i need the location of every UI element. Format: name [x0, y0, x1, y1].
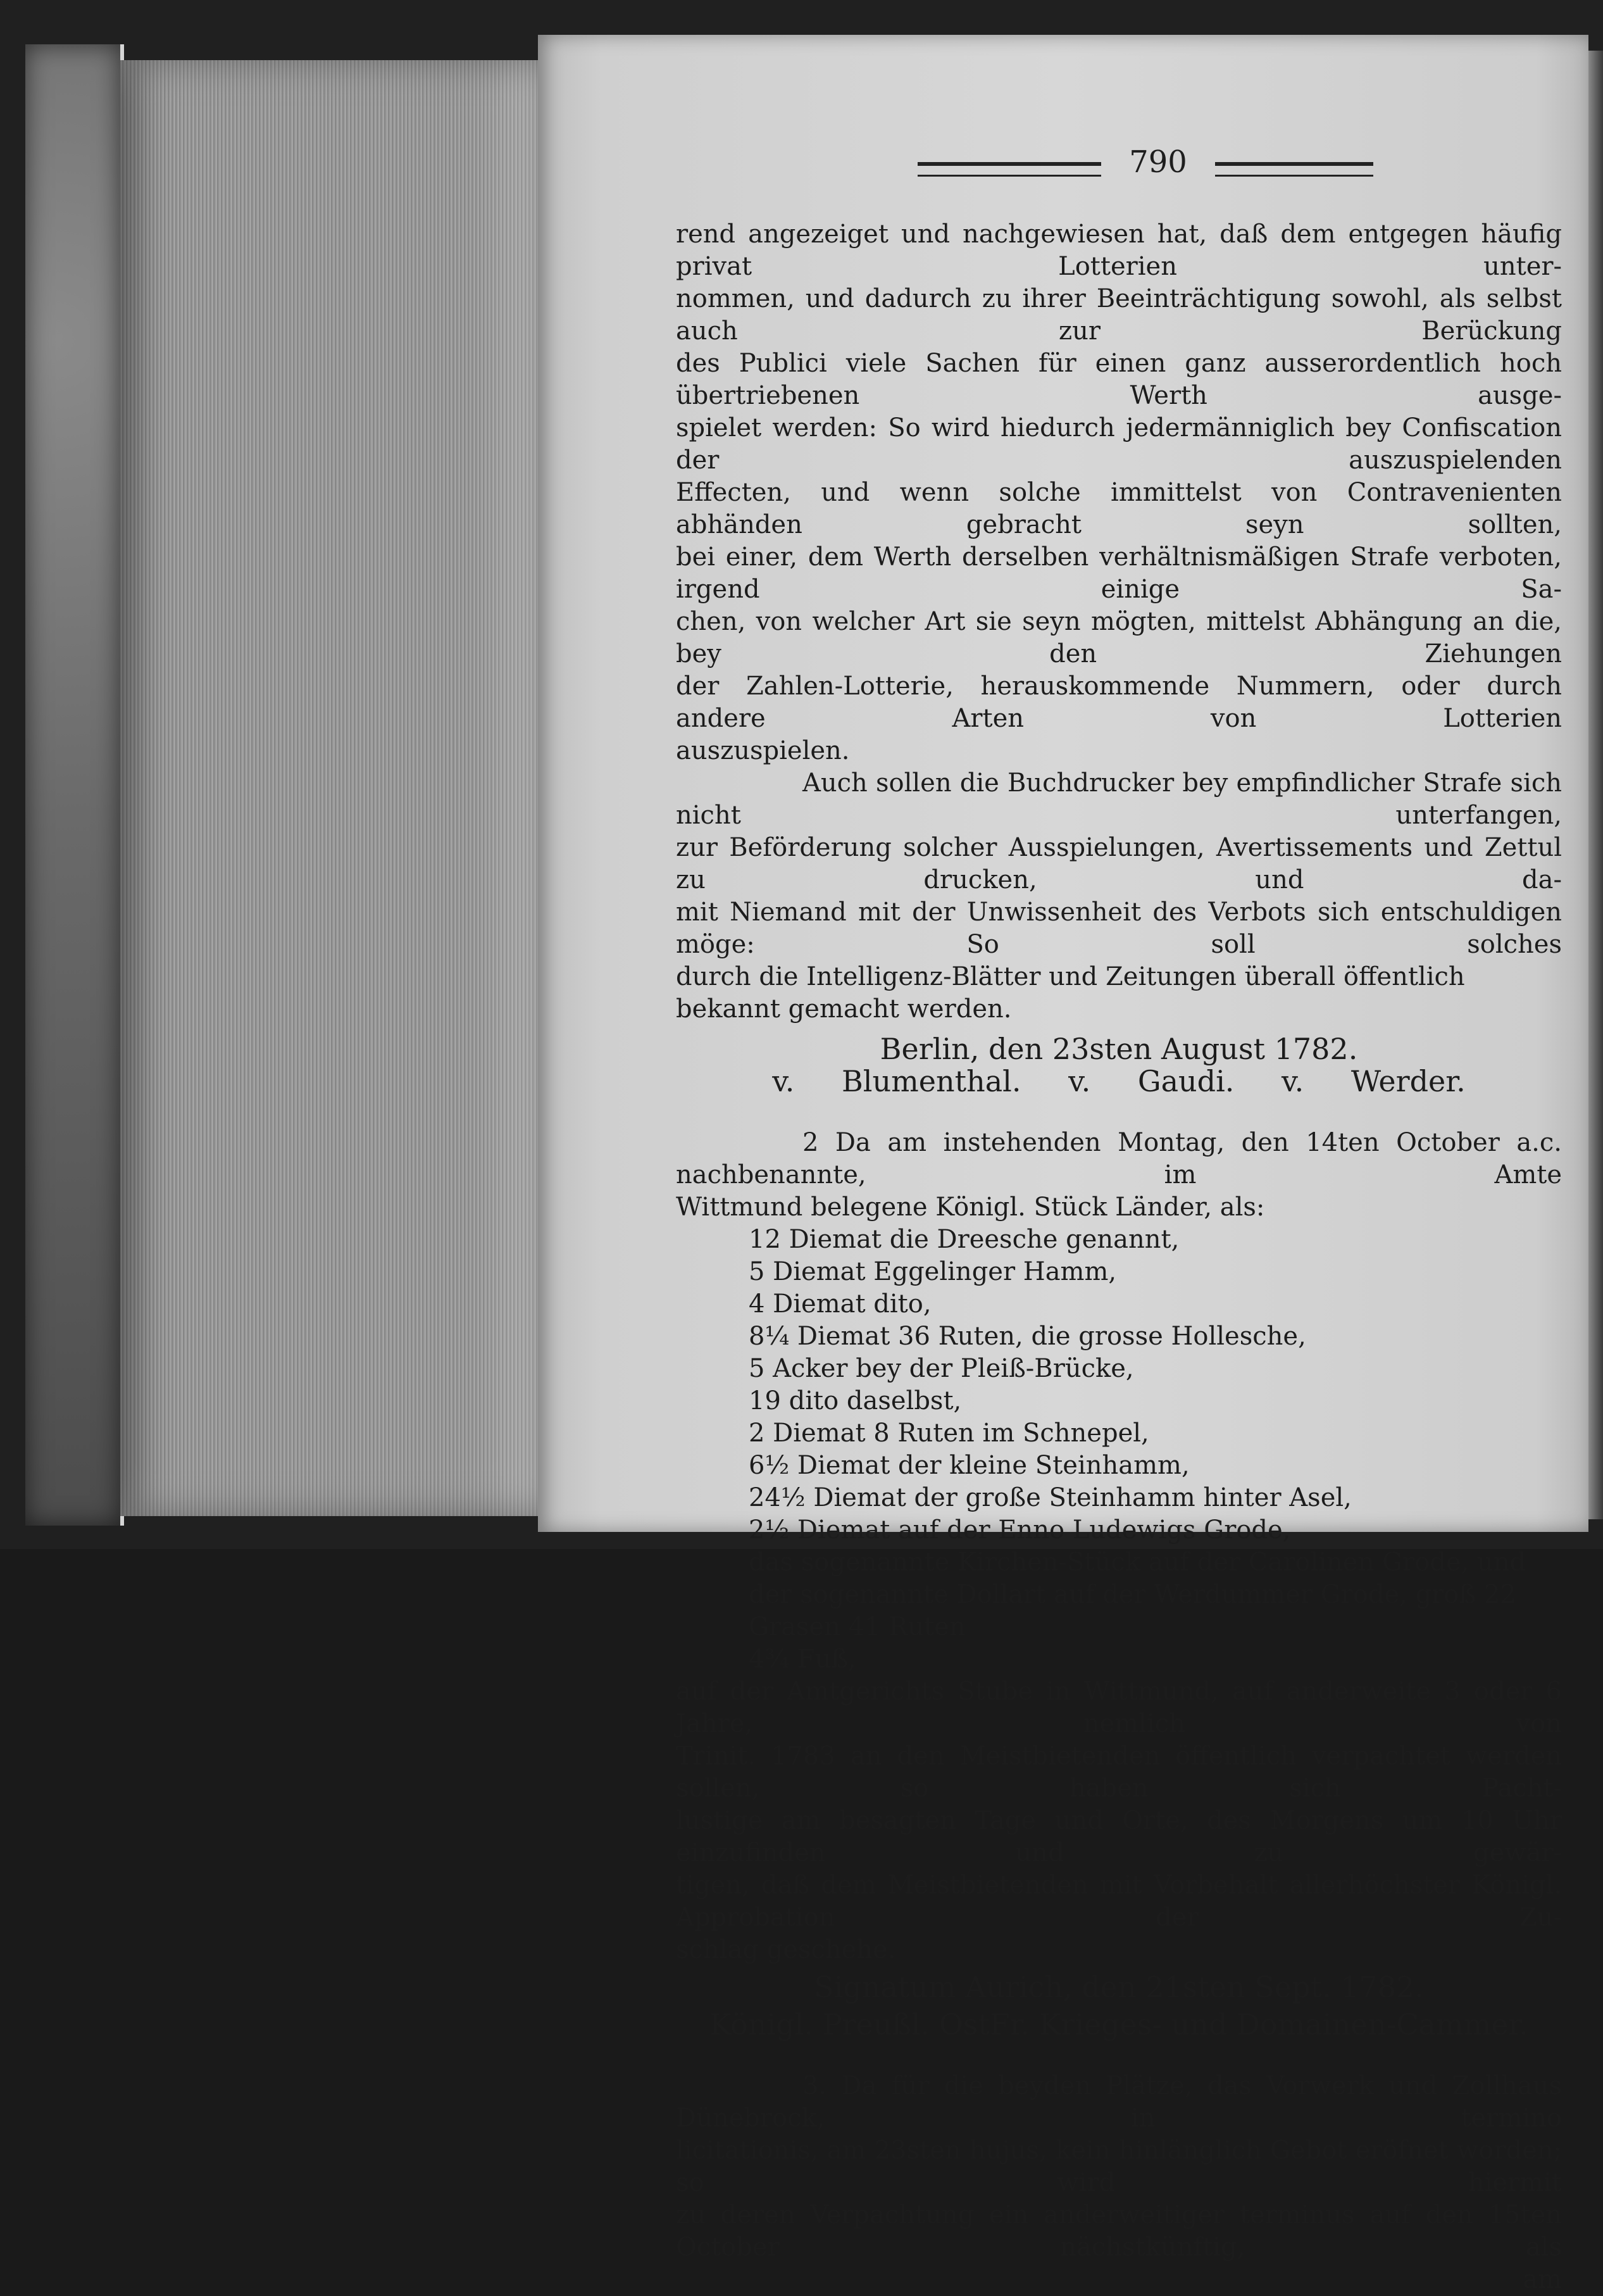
- text-line: licitationis, am 23sten hujus, kein hinlänglich Gebot eröfnet worden; so wird hiermit: [676, 2136, 1562, 2197]
- list-item: 24½ Diemat der große Steinhamm hinter Asel,: [749, 1483, 1352, 1512]
- page-header: [918, 144, 1373, 189]
- text-line: Wittmund belegene Königl. Stück Länder, als:: [676, 1193, 1265, 1222]
- text-line: zu deren Verpachtung ein anderweitiger terminus auf den 15ten October nächstkünftig, als: [676, 2200, 1562, 2262]
- catchword: am: [1523, 2265, 1562, 2294]
- dateline-berlin: Berlin, den 23sten August 1782.: [880, 1032, 1358, 1066]
- list-item: 2½ Diemat auf der Enno Ludewigs Grode,: [749, 1515, 1291, 1545]
- page-number: 790: [1129, 144, 1187, 180]
- text-line: Effecten, und wenn solche immittelst von Contravenienten abhänden gebracht seyn sollten,: [676, 478, 1562, 539]
- text-line: 2 Da am instehenden Montag, den 14ten October a.c. nachbenannte, im Amte: [676, 1128, 1562, 1189]
- paragraph-2: [676, 767, 1562, 1026]
- text-line: lustige am besagten Tage und Orte, des Morgens um 10 Uhr einzufinden und zu gewär-: [676, 1806, 1562, 1867]
- land-list: [749, 1224, 1562, 1676]
- list-item: 5 Acker bey der Pleiß-Brücke,: [749, 1354, 1134, 1383]
- paragraph-1: [676, 218, 1562, 767]
- text-line: spielet werden: So wird hiedurch jedermänniglich bey Confiscation der auszuspielenden: [676, 413, 1562, 475]
- text-line: 3. Da für die beyden Plätze, das Vorwerk und Zollhaus Dünebrock, in termino: [676, 2071, 1562, 2133]
- list-item: das sogenannte Kirchen-Stück auf der Carolinen Grode, und: [749, 1548, 1526, 1577]
- notice-3: [676, 2070, 1562, 2296]
- notice-2: [676, 1127, 1562, 1966]
- text-line: durch die Intelligenz-Blätter und Zeitungen überall öffentlich bekannt gemacht werden.: [676, 962, 1465, 1024]
- list-item: 2 Diemat 8 Ruten im Schnepel,: [749, 1419, 1149, 1448]
- signatures-berlin: v. Blumenthal. v. Gaudi. v. Werder.: [772, 1064, 1466, 1098]
- list-item: 19 dito daselbst,: [749, 1386, 962, 1415]
- text-line: auf der Amtgerichts Stube in Wittmund, auf anderweite 3 oder 6 Jahre, nemlich von: [676, 1677, 1562, 1738]
- text-line: bei einer, dem Werth derselben verhältnismäßigen Strafe verboten, irgend einige Sa-: [676, 543, 1562, 604]
- list-item: 4 Diemat dito,: [749, 1289, 932, 1319]
- list-item: der sogenannte Dollart auf der Werdummer Grode, groß 22 Grasen 41 Ruten: [749, 1580, 1516, 1641]
- text-line: mit Niemand mit der Unwissenheit des Verbots sich entschuldigen möge: So soll solches: [676, 898, 1562, 959]
- text-line: Trinit. 1783 an den Meistbietenden öffentlich verpachtet werden sollen, so haben sich Pacht-: [676, 1741, 1562, 1803]
- text-line: Auch sollen die Buchdrucker bey empfindlicher Strafe sich nicht unterfangen,: [676, 768, 1562, 830]
- text-line: schlag geschehe.: [676, 1935, 896, 1964]
- text-line: tigen, daß dem Meistbietenden mit Vorbehalt allerhöchster Königl. Approbation der Zu-: [676, 1871, 1562, 1932]
- text-line: rend angezeiget und nachgewiesen hat, daß dem entgegen häufig privat Lotterien unter-: [676, 220, 1562, 281]
- header-rule-left: [918, 162, 1101, 177]
- header-rule-right: [1215, 162, 1373, 177]
- list-item: 4¾ Fuß,: [749, 1645, 856, 1674]
- dateline-aurich: Signatum Aurich, den 21sten Sept. 1782.: [814, 1970, 1424, 2004]
- list-item: 8¼ Diemat 36 Ruten, die grosse Hollesche,: [749, 1322, 1306, 1351]
- text-line: auszuspielen.: [676, 736, 850, 765]
- signatures-aurich: Königl. Preußl. OstFr. Krieges- und Domainen-Cammer.: [709, 2007, 1528, 2042]
- list-item: 6½ Diemat der kleine Steinhamm,: [749, 1451, 1190, 1480]
- text-line: der Zahlen-Lotterie, herauskommende Nummern, oder durch andere Arten von Lotterien: [676, 672, 1562, 733]
- text-line: chen, von welcher Art sie seyn mögten, mittelst Abhängung an die, bey den Ziehungen: [676, 607, 1562, 668]
- book-page-edges: [120, 60, 538, 1516]
- page-text: [676, 218, 1562, 2296]
- list-item: 5 Diemat Eggelinger Hamm,: [749, 1257, 1117, 1286]
- text-line: nommen, und dadurch zu ihrer Beeinträchtigung sowohl, als selbst auch zur Berückung: [676, 284, 1562, 346]
- book-cover-edge: [25, 44, 124, 1526]
- list-item: 12 Diemat die Dreesche genannt,: [749, 1225, 1180, 1254]
- text-line: des Publici viele Sachen für einen ganz ausserordentlich hoch übertriebenen Werth ausge-: [676, 349, 1562, 410]
- text-line: zur Beförderung solcher Ausspielungen, Avertissements und Zettul zu drucken, und da-: [676, 833, 1562, 894]
